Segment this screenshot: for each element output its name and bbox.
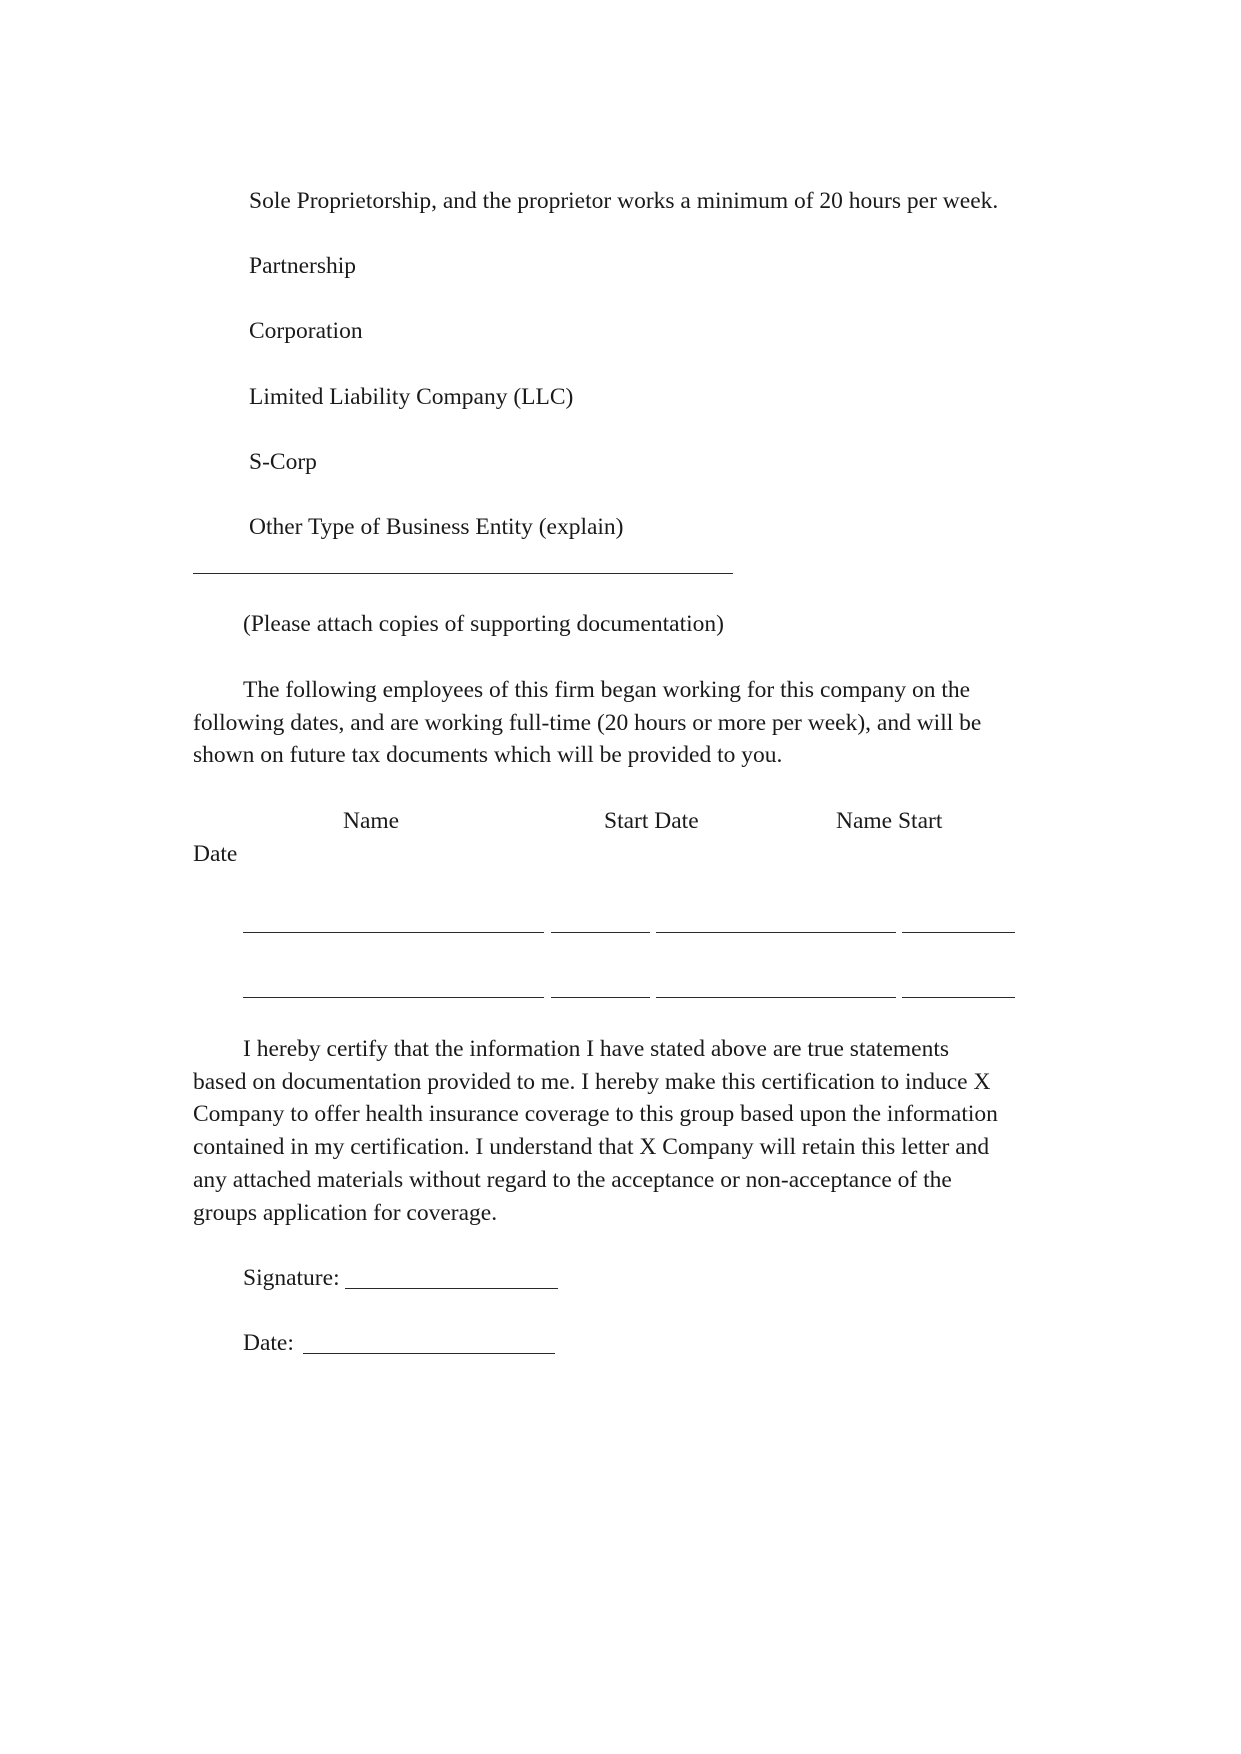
date-line[interactable] [303, 1353, 555, 1354]
attach-documentation-note: (Please attach copies of supporting documentation) [243, 611, 724, 637]
entity-option-other: Other Type of Business Entity (explain) [249, 514, 624, 540]
employee-start-date-line[interactable] [551, 997, 650, 998]
signature-label: Signature: [243, 1265, 340, 1291]
certification-paragraph-line: Company to offer health insurance coverage to this group based upon the information [193, 1101, 998, 1128]
table-header-date: Date [193, 841, 238, 867]
employee-start-date-line[interactable] [902, 997, 1015, 998]
employees-paragraph [193, 674, 1073, 772]
table-header-name-start: Name Start [836, 808, 943, 834]
employee-name-line[interactable] [656, 932, 896, 933]
table-header-start-date: Start Date [604, 808, 699, 834]
entity-option-llc: Limited Liability Company (LLC) [249, 384, 574, 410]
employee-name-line[interactable] [243, 997, 544, 998]
signature-line[interactable] [345, 1288, 558, 1289]
entity-option-sole-proprietorship: Sole Proprietorship, and the proprietor works a minimum of 20 hours per week. [249, 188, 999, 214]
entity-option-partnership: Partnership [249, 253, 357, 279]
employees-paragraph-line: following dates, and are working full-time (20 hours or more per week), and will be [193, 709, 982, 736]
certification-paragraph-line: contained in my certification. I understand that X Company will retain this letter and [193, 1134, 990, 1161]
certification-paragraph-line: I hereby certify that the information I have stated above are true statements [243, 1036, 950, 1062]
entity-option-s-corp: S-Corp [249, 449, 317, 475]
employee-name-line[interactable] [656, 997, 896, 998]
employee-start-date-line[interactable] [902, 932, 1015, 933]
table-header-name: Name [343, 808, 400, 834]
certification-paragraph-line: groups application for coverage. [193, 1199, 498, 1226]
certification-paragraph-line: any attached materials without regard to the acceptance or non-acceptance of the [193, 1166, 952, 1193]
date-label: Date: [243, 1330, 294, 1356]
employees-paragraph-line: shown on future tax documents which will be provided to you. [193, 742, 783, 769]
other-entity-explain-line[interactable] [193, 573, 733, 574]
entity-option-corporation: Corporation [249, 318, 363, 344]
employees-paragraph-line: The following employees of this firm began working for this company on the [243, 677, 971, 703]
employee-name-line[interactable] [243, 932, 544, 933]
employee-start-date-line[interactable] [551, 932, 650, 933]
certification-paragraph-line: based on documentation provided to me. I hereby make this certification to induce X [193, 1068, 991, 1095]
certification-paragraph [193, 1033, 1073, 1229]
